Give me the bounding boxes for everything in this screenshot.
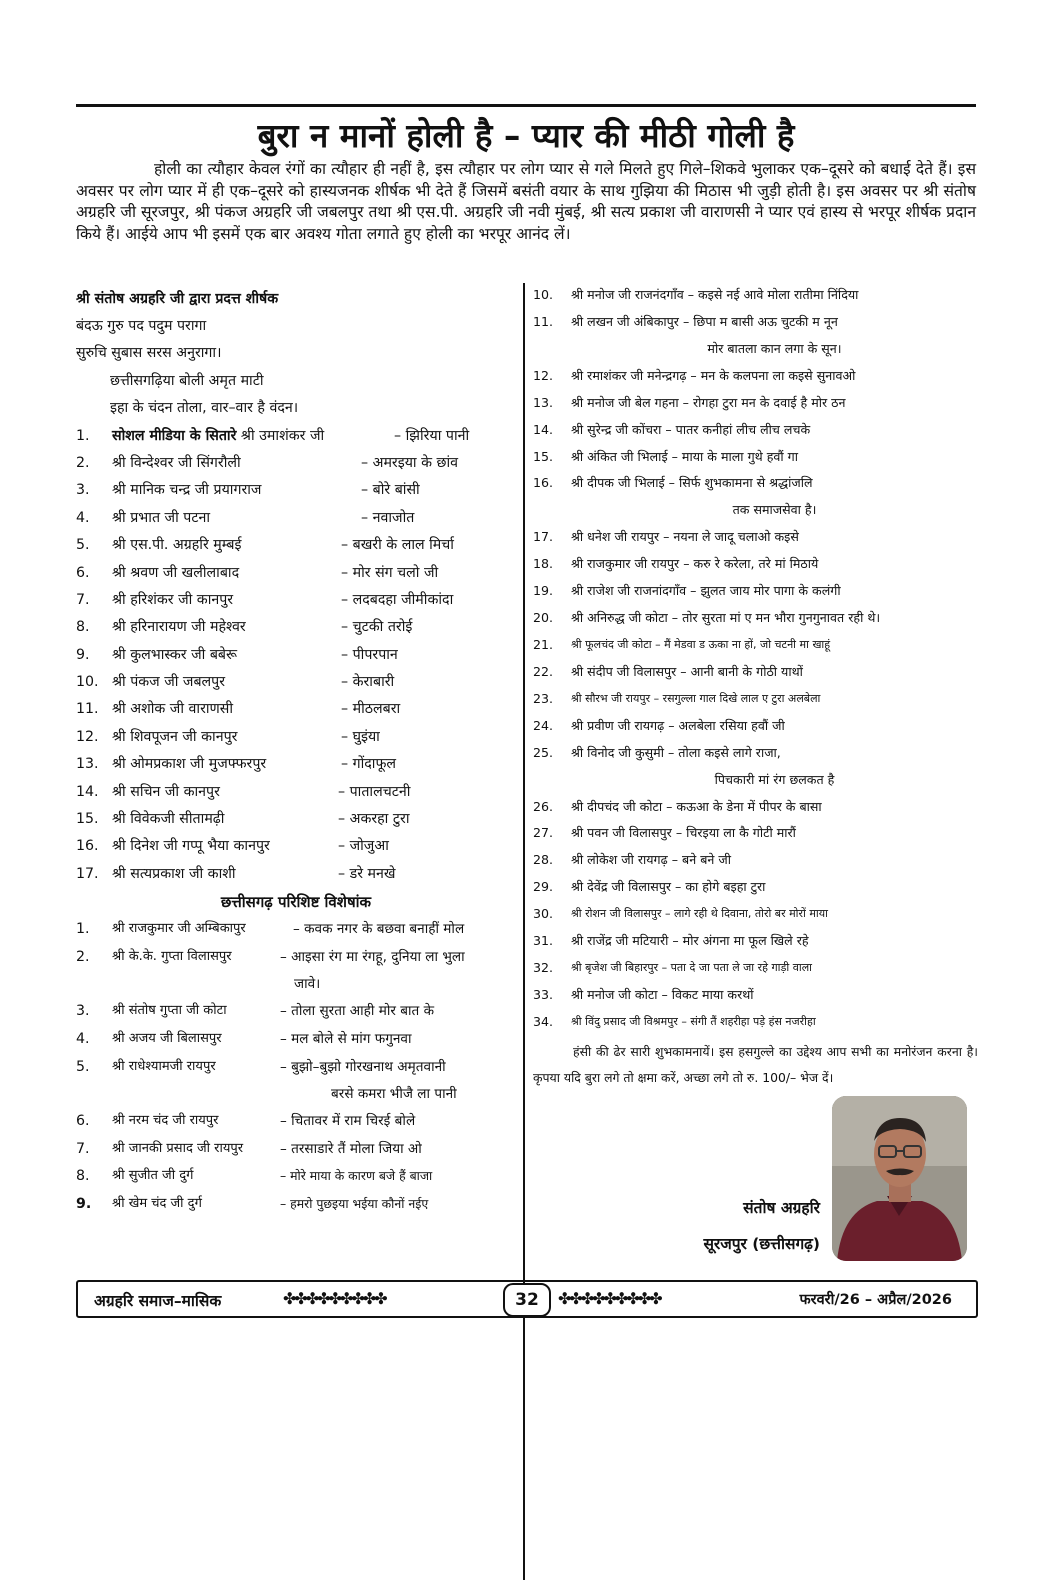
list-item <box>76 480 516 507</box>
item-number: 17. <box>76 865 99 882</box>
item-text: श्री दीपचंद जी कोटा – कऊआ के डेना में पीपर के बासा <box>571 798 822 814</box>
item-number: 6. <box>76 1113 90 1130</box>
item-person: श्री दिनेश जी गप्पू भैया कानपुर <box>112 838 270 855</box>
item-number: 2. <box>76 948 90 965</box>
item-text: श्री मनोज जी बेल गहना – रोगहा टुरा मन के दवाई है मोर ठन <box>571 394 846 410</box>
item-name <box>112 699 233 719</box>
item-text: श्री अनिरुद्ध जी कोटा – तोर सुरता मां ए मन भौरा गुनगुनावत रही थे। <box>571 610 881 626</box>
item-text: श्री फूलचंद जी कोटा – मैं मेडवा ड ऊका ना हों, जो चटनी मा खाहूं <box>571 638 831 652</box>
list-item <box>533 823 978 850</box>
item-title: – मीठलबरा <box>341 701 401 718</box>
item-number: 14. <box>533 421 554 437</box>
item-name <box>112 645 237 665</box>
item-name <box>112 480 261 500</box>
item-number: 22. <box>533 663 554 679</box>
author-signature <box>620 1190 820 1262</box>
list-item <box>76 809 516 836</box>
item-person: श्री कुलभास्कर जी बबेरू <box>112 646 238 663</box>
list-item <box>533 608 978 635</box>
list-item <box>533 393 978 420</box>
list-item <box>533 850 978 877</box>
author-portrait-image <box>832 1096 967 1261</box>
footer-bar <box>76 1280 978 1318</box>
item-number: 10. <box>533 287 554 302</box>
item-text-continued: तक समाजसेवा है। <box>732 502 817 518</box>
item-title: – जोजुआ <box>338 838 389 855</box>
item-number: 28. <box>533 852 554 868</box>
item-title: – लदबदहा जीमीकांदा <box>341 591 454 608</box>
item-text: श्री प्रवीण जी रायगढ़ – अलबेला रसिया हवौं जी <box>571 717 785 733</box>
list-item <box>76 672 516 699</box>
item-name: श्री जानकी प्रसाद जी रायपुर <box>112 1140 244 1156</box>
title-list <box>76 426 516 892</box>
list-item <box>76 590 516 617</box>
list-item <box>76 699 516 726</box>
list-item <box>76 727 516 754</box>
item-number: 10. <box>76 674 99 691</box>
item-title: – मल बोले से मांग फगुनवा <box>280 1030 412 1047</box>
item-number: 29. <box>533 879 554 895</box>
item-title: – मोरे माया के कारण बजे हैं बाजा <box>280 1168 433 1184</box>
list-item <box>533 366 978 393</box>
item-number: 21. <box>533 637 554 653</box>
list-item <box>76 919 516 947</box>
item-number: 20. <box>533 610 554 626</box>
item-text: श्री देवेंद्र जी विलासपुर – का होगे बइहा टुरा <box>571 879 766 895</box>
list-item <box>76 782 516 809</box>
item-text: श्री दीपक जी भिलाई – सिर्फ शुभकामना से श्रद्धांजलि <box>571 475 813 491</box>
item-text: श्री बृजेश जी बिहारपुर – पता दे जा पता ले जा रहे गाड़ी वाला <box>571 960 813 974</box>
item-number: 17. <box>533 529 554 545</box>
list-item <box>533 554 978 581</box>
verse-line: इहा के चंदन तोला, वार–वार है वंदन। <box>110 400 299 417</box>
item-number: 27. <box>533 825 554 841</box>
item-person: श्री हरिनारायण जी महेश्वर <box>112 619 246 636</box>
item-person: श्री हरिशंकर जी कानपुर <box>112 591 234 608</box>
item-number: 11. <box>76 701 99 718</box>
item-number: 16. <box>533 475 554 491</box>
item-name <box>112 782 220 802</box>
item-title: – केराबारी <box>341 674 395 691</box>
list-item <box>533 447 978 474</box>
list-item <box>76 1166 516 1194</box>
list-item <box>533 473 978 527</box>
item-number: 26. <box>533 798 554 814</box>
list-item <box>533 285 978 312</box>
item-name: श्री के.के. गुप्ता विलासपुर <box>112 948 232 964</box>
list-item <box>76 563 516 590</box>
item-number: 4. <box>76 509 90 526</box>
item-number: 7. <box>76 591 90 608</box>
item-number: 23. <box>533 690 554 706</box>
item-number: 24. <box>533 717 554 733</box>
item-title: – तरसाडारे तैं मोला जिया ओ <box>280 1140 422 1157</box>
item-number: 13. <box>76 756 99 773</box>
list-item <box>76 1111 516 1139</box>
item-title: – कवक नगर के बछवा बनाहीं मोल <box>293 921 465 938</box>
list-item <box>76 754 516 781</box>
page-number: 32 <box>503 1283 551 1317</box>
list-item <box>76 1057 516 1085</box>
item-number: 34. <box>533 1013 554 1029</box>
list-item <box>76 1001 516 1029</box>
sub-heading: छत्तीसगढ़ परिशिष्ट विशेषांक <box>220 893 372 912</box>
item-name: श्री सुजीत जी दुर्ग <box>112 1168 194 1184</box>
item-title: – आइसा रंग मा रंगहू, दुनिया ला भुला <box>280 948 465 965</box>
list-item <box>76 645 516 672</box>
item-number: 19. <box>533 583 554 599</box>
ornament-right-icon: ✤✤✤✤✤✤✤✤✤ <box>558 1289 661 1308</box>
supplement-list <box>76 919 516 1221</box>
item-text: श्री राजकुमार जी रायपुर – करु रे करेला, तरे मां मिठाये <box>571 556 819 572</box>
verse-line: बंदऊ गुरु पद पदुम परागा <box>76 318 207 334</box>
item-title: – चुटकी तरोई <box>341 619 413 636</box>
item-text: श्री मनोज जी कोटा – विकट माया करथों <box>571 986 754 1002</box>
item-number: 33. <box>533 986 554 1002</box>
item-title-continued: जावे। <box>294 976 321 993</box>
item-name: श्री राधेश्यामजी रायपुर <box>112 1058 216 1074</box>
item-title: – पातालचटनी <box>338 783 411 800</box>
item-name <box>112 809 224 829</box>
list-item <box>76 1029 516 1057</box>
item-name <box>112 563 239 583</box>
list-item <box>533 420 978 447</box>
author-name: संतोष अग्रहरि <box>743 1199 820 1217</box>
item-name: श्री राजकुमार जी अम्बिकापुर <box>112 921 246 937</box>
list-item <box>76 1194 516 1222</box>
item-person: श्री एस.पी. अग्रहरि मुम्बई <box>112 537 242 554</box>
item-number: 8. <box>76 619 90 636</box>
item-person: श्री श्रवण जी खलीलाबाद <box>112 564 240 581</box>
list-item <box>76 836 516 863</box>
item-title-continued: बरसे कमरा भीजै ला पानी <box>331 1086 457 1103</box>
list-item <box>533 716 978 743</box>
item-title: – नवाजोत <box>361 509 415 526</box>
item-text: श्री लखन जी अंबिकापुर – छिपा म बासी अऊ चुटकी म नून <box>571 313 838 329</box>
list-item <box>76 426 516 453</box>
list-item <box>533 797 978 824</box>
list-item <box>76 864 516 891</box>
list-item <box>76 947 516 975</box>
item-title: – पीपरपान <box>341 646 398 663</box>
item-name <box>112 535 241 555</box>
item-text: श्री अंकित जी भिलाई – माया के माला गुथे हवौं गा <box>571 448 799 464</box>
item-number: 7. <box>76 1140 90 1157</box>
item-number: 5. <box>76 537 90 554</box>
item-title: – मोर संग चलो जी <box>341 564 439 581</box>
item-text: श्री सुरेन्द्र जी कोंचरा – पातर कनीहां लीच लीच लचके <box>571 421 811 437</box>
item-title: – अकरहा टुरा <box>338 811 410 828</box>
item-title: – घुइंया <box>341 728 380 745</box>
item-title: – बोरे बांसी <box>361 482 420 499</box>
item-person: श्री सचिन जी कानपुर <box>112 783 220 800</box>
item-number: 16. <box>76 838 99 855</box>
item-person: श्री मानिक चन्द्र जी प्रयागराज <box>112 482 262 499</box>
item-title: – अमरइया के छांव <box>361 454 459 471</box>
right-column <box>533 285 978 1091</box>
verse-line: सुरुचि सुबास सरस अनुरागा। <box>76 345 222 362</box>
item-text: श्री लोकेश जी रायगढ़ – बने बने जी <box>571 852 732 868</box>
item-number: 14. <box>76 783 99 800</box>
verse-line: छत्तीसगढ़िया बोली अमृत माटी <box>110 372 264 389</box>
item-title: – चितावर में राम चिरई बोले <box>280 1113 416 1130</box>
top-rule <box>76 104 976 107</box>
item-name <box>112 754 266 774</box>
item-person: श्री शिवपूजन जी कानपुर <box>112 728 238 745</box>
list-item <box>76 535 516 562</box>
item-name <box>112 508 210 528</box>
list-item <box>76 453 516 480</box>
item-text: श्री पवन जी विलासपुर – चिरइया ला कै गोटी मारौं <box>571 825 796 841</box>
list-item <box>533 1012 978 1039</box>
item-number: 12. <box>76 728 99 745</box>
item-number: 30. <box>533 906 554 922</box>
item-name <box>112 727 237 747</box>
list-item <box>533 985 978 1012</box>
item-number: 11. <box>533 313 554 329</box>
title-list-continued <box>533 285 978 1039</box>
item-name <box>112 453 241 473</box>
item-title: – गोंदाफूल <box>341 756 397 773</box>
list-item <box>533 527 978 554</box>
ornament-left-icon: ✤✤✤✤✤✤✤✤✤ <box>283 1289 386 1308</box>
item-text: श्री राजेंद्र जी मटियारी – मोर अंगना मा फूल खिले रहे <box>571 933 809 949</box>
list-item <box>533 743 978 797</box>
item-number: 13. <box>533 394 554 410</box>
item-number: 1. <box>76 427 90 444</box>
item-person: श्री विन्देश्वर जी सिंगरौली <box>112 454 241 471</box>
item-number: 12. <box>533 367 554 383</box>
list-item <box>533 931 978 958</box>
item-person: श्री उमाशंकर जी <box>240 427 325 444</box>
list-item <box>533 877 978 904</box>
item-name <box>112 426 324 446</box>
item-text-continued: पिचकारी मां रंग छलकत है <box>714 771 835 787</box>
item-number: 8. <box>76 1168 90 1185</box>
section-heading: श्री संतोष अग्रहरि जी द्वारा प्रदत्त शीर्षक <box>76 291 279 307</box>
item-lead: सोशल मीडिया के सितारे <box>112 427 237 444</box>
item-title: – हमरो पुछइया भईया कौनों नईए <box>280 1195 429 1211</box>
item-text: श्री विंदु प्रसाद जी विश्रमपुर – संगी तैं शहरीहा पड़े हंस नजरीहा <box>571 1014 816 1028</box>
item-number: 32. <box>533 959 554 975</box>
intro-text: होली का त्यौहार केवल रंगों का त्यौहार ही नहीं है, इस त्यौहार पर लोग प्यार से गले मिलते हुए गिले–शिकवे भुलाकर एक–दूसरे को बधाई देते हैं। इस अवसर पर लोग प्यार में ही एक–दूसरे को हास्यजनक शीर्षक भी देते हैं जिसमें बसंती वयार के साथ गुझिया की मिठास भी जुड़ी होती है। इस अवसर पर श्री संतोष अग्रहरि जी सूरजपुर, श्री पंकज अग्रहरि जी जबलपुर तथा श्री एस.पी. अग्रहरि जी नवी मुंबई, श्री सत्य प्रकाश जी वाराणसी ने प्यार एवं हास्य से भरपूर शीर्षक प्रदान किये हैं। आईये आप भी इसमें एक बार अवश्य गोता लगाते हुए होली का भरपूर आनंद लें। <box>76 160 976 243</box>
item-name <box>112 617 246 637</box>
item-number: 5. <box>76 1058 90 1075</box>
item-number: 3. <box>76 1003 90 1020</box>
item-number: 3. <box>76 482 90 499</box>
item-number: 15. <box>76 811 99 828</box>
item-name <box>112 672 225 692</box>
page-title: बुरा न मानों होली है – प्यार की मीठी गोली है <box>257 116 795 155</box>
item-number: 1. <box>76 921 90 938</box>
list-item <box>533 689 978 716</box>
item-text-continued: मोर बातला कान लगा के सून। <box>707 340 842 356</box>
item-text: श्री रमाशंकर जी मनेन्द्रगढ़ – मन के कलपना ला कइसे सुनावओ <box>571 367 856 383</box>
list-item <box>533 581 978 608</box>
item-number: 25. <box>533 744 554 760</box>
item-text: श्री विनोद जी कुसुमी – तोला कइसे लागे राजा, <box>571 744 781 760</box>
intro-paragraph <box>76 159 976 245</box>
list-item <box>533 635 978 662</box>
closing-note: हंसी की ढेर सारी शुभकामनायें। इस हसगुल्ले का उद्देश्य आप सभी का मनोरंजन करना है। कृपया यदि बुरा लगे तो क्षमा करें, अच्छा लगे तो रु. 100/– भेज दें। <box>533 1043 978 1085</box>
item-text: श्री संदीप जी विलासपुर – आनी बानी के गोठी याथों <box>571 663 803 679</box>
item-person: श्री पंकज जी जबलपुर <box>112 674 226 691</box>
item-person: श्री ओमप्रकाश जी मुजफ्फरपुर <box>112 756 267 773</box>
list-item <box>76 617 516 644</box>
item-text: श्री सौरभ जी रायपुर – रसगुल्ला गाल दिखे लाल ए टुरा अलबेला <box>571 691 821 705</box>
column-divider <box>523 283 525 1580</box>
left-column <box>76 289 516 1222</box>
item-number: 18. <box>533 556 554 572</box>
item-number: 9. <box>76 1195 92 1212</box>
item-name: श्री संतोष गुप्ता जी कोटा <box>112 1003 227 1019</box>
item-title: – बखरी के लाल मिर्चा <box>341 537 454 554</box>
item-number: 15. <box>533 448 554 464</box>
item-person: श्री प्रभात जी पटना <box>112 509 211 526</box>
issue-date: फरवरी/26 – अप्रैल/2026 <box>799 1292 952 1308</box>
item-person: श्री विवेकजी सीतामढ़ी <box>112 811 225 828</box>
author-place: सूरजपुर (छत्तीसगढ़) <box>703 1235 820 1253</box>
item-name <box>112 590 233 610</box>
item-name: श्री नरम चंद जी रायपुर <box>112 1113 219 1129</box>
item-name <box>112 864 236 884</box>
list-item <box>533 662 978 689</box>
item-text: श्री राजेश जी राजनांदगाँव – झुलत जाय मोर पागा के कलंगी <box>571 583 841 599</box>
item-name: श्री अजय जी बिलासपुर <box>112 1030 222 1046</box>
list-item <box>76 1139 516 1167</box>
item-title: – तोला सुरता आही मोर बात के <box>280 1003 435 1020</box>
item-text: श्री रोशन जी विलासपुर – लागे रही थे दिवाना, तोरो बर मोरों माया <box>571 907 828 921</box>
item-title: – बुझो–बुझो गोरखनाथ अमृतवानी <box>280 1058 446 1075</box>
item-number: 4. <box>76 1030 90 1047</box>
list-item <box>533 312 978 366</box>
item-person: श्री अशोक जी वाराणसी <box>112 701 234 718</box>
item-number: 6. <box>76 564 90 581</box>
list-item <box>533 904 978 931</box>
item-name: श्री खेम चंद जी दुर्ग <box>112 1195 202 1211</box>
author-photo <box>832 1096 967 1261</box>
item-name <box>112 836 270 856</box>
item-number: 9. <box>76 646 90 663</box>
list-item <box>533 958 978 985</box>
item-text: श्री धनेश जी रायपुर – नयना ले जादू चलाओ कइसे <box>571 529 799 545</box>
item-person: श्री सत्यप्रकाश जी काशी <box>112 865 236 882</box>
list-item <box>76 508 516 535</box>
item-title: – डरे मनखे <box>338 865 396 882</box>
item-number: 31. <box>533 933 554 949</box>
item-text: श्री मनोज जी राजनंदगाँव – कइसे नई आवे मोला रातीमा निंदिया <box>571 287 859 302</box>
item-number: 2. <box>76 454 90 471</box>
item-title: – झिरिया पानी <box>394 427 470 444</box>
magazine-name: अग्रहरि समाज–मासिक <box>94 1292 222 1310</box>
